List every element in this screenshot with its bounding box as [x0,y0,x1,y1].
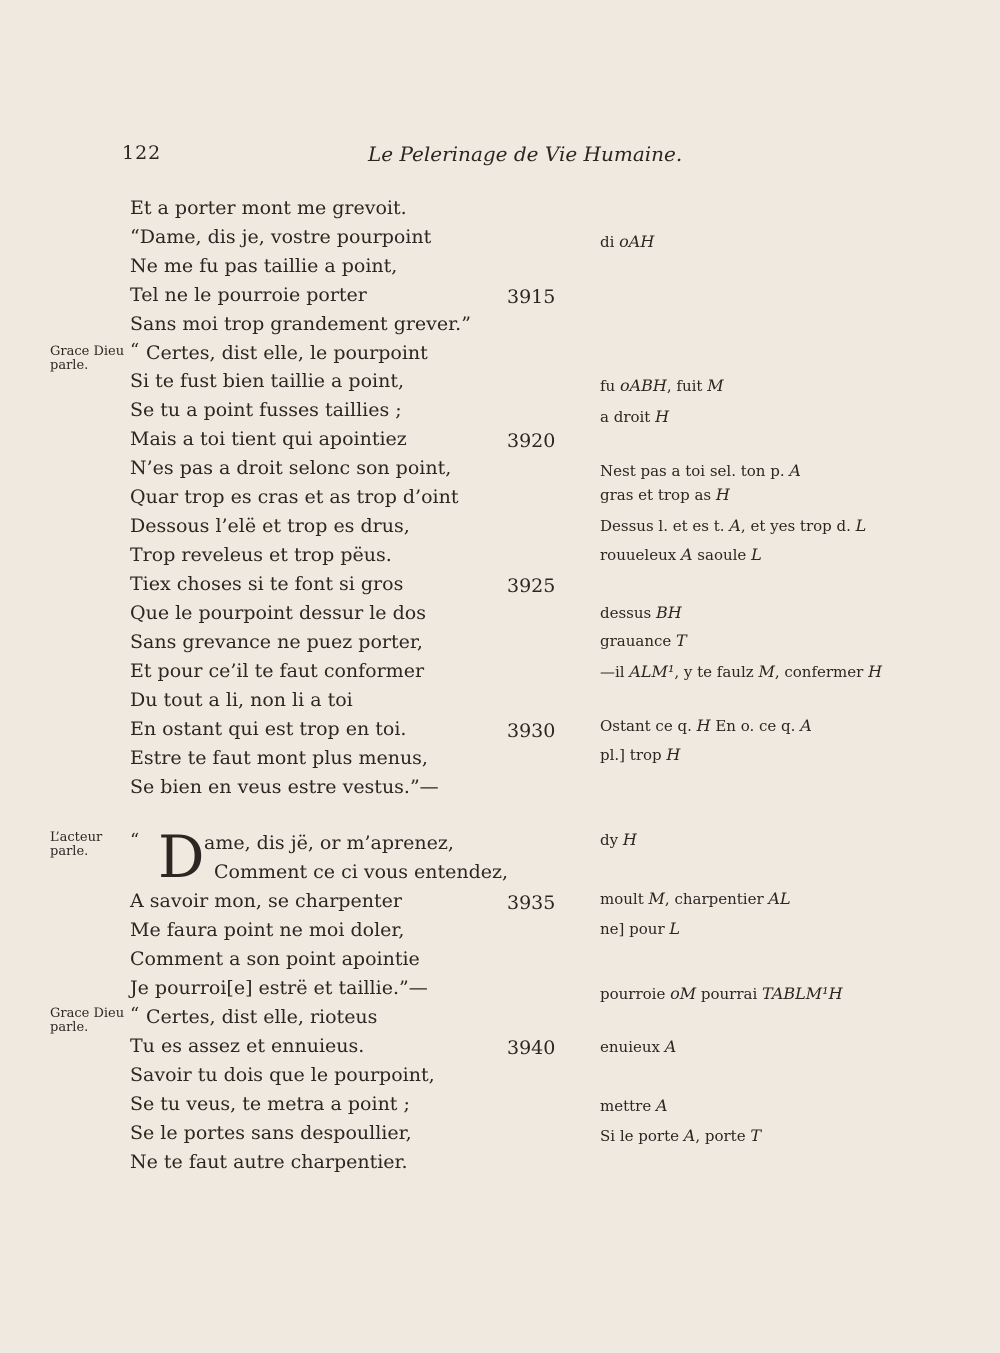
verse-line: Trop reveleus et trop pëus. [130,544,392,566]
verse-line: Se tu veus, te metra a point ; [130,1093,410,1115]
verse-line: Comment a son point apointie [130,948,420,970]
variant-reading: grauance T [600,631,687,650]
verse-line: Me faura point ne moi doler, [130,919,405,941]
line-number: 3935 [507,892,556,914]
variant-reading: di oAH [600,232,655,251]
line-number: 3920 [507,430,556,452]
speech-mark: “ [130,340,140,361]
speech-mark: “ [130,1004,140,1025]
line-number: 3930 [507,720,556,742]
verse-line: Certes, dist elle, rioteus [146,1006,378,1028]
verse-line: Dessous l’elë et trop es drus, [130,515,410,537]
verse-line: Tel ne le pourroie porter [130,284,367,306]
verse-line: Et a porter mont me grevoit. [130,197,407,219]
verse-line: Estre te faut mont plus menus, [130,747,428,769]
verse-line: Se tu a point fusses taillies ; [130,399,402,421]
verse-line: ame, dis jë, or m’aprenez, [204,832,454,854]
line-number: 3925 [507,575,556,597]
verse-line: Tu es assez et ennuieus. [130,1035,365,1057]
verse-line: Se le portes sans despoullier, [130,1122,412,1144]
verse-line: Savoir tu dois que le pourpoint, [130,1064,435,1086]
variant-reading: pourroie oM pourrai TABLM¹H [600,984,843,1003]
variant-reading: mettre A [600,1096,668,1115]
verse-line: Que le pourpoint dessur le dos [130,602,426,624]
verse-line: Ne me fu pas taillie a point, [130,255,398,277]
line-number: 3915 [507,286,556,308]
variant-reading: moult M, charpentier AL [600,889,791,908]
variant-reading: ne] pour L [600,919,681,938]
verse-line: Tiex choses si te font si gros [130,573,404,595]
verse-line: Et pour ce’il te faut conformer [130,660,425,682]
variant-reading: rouueleux A saoule L [600,545,762,564]
verse-line: N’es pas a droit selonc son point, [130,457,452,479]
variant-reading: gras et trop as H [600,485,730,504]
margin-note-speaker: Grace Dieu parle. [50,1006,125,1035]
variant-reading: fu oABH, fuit M [600,376,724,395]
variant-reading: Nest pas a toi sel. ton p. A [600,461,801,480]
verse-line: Se bien en veus estre vestus.”— [130,776,439,798]
line-number: 3940 [507,1037,556,1059]
variant-reading: Ostant ce q. H En o. ce q. A [600,716,812,735]
variant-reading: Si le porte A, porte T [600,1126,762,1145]
verse-line: Sans moi trop grandement grever.” [130,313,471,335]
variant-reading: dessus BH [600,603,682,622]
variant-reading: enuieux A [600,1037,677,1056]
verse-line: Certes, dist elle, le pourpoint [146,342,428,364]
verse-line: En ostant qui est trop en toi. [130,718,407,740]
verse-line: Ne te faut autre charpentier. [130,1151,408,1173]
margin-note-speaker: L’acteur parle. [50,830,103,859]
running-title: Le Pelerinage de Vie Humaine. [368,142,683,166]
variant-reading: —il ALM¹, y te faulz M, confermer H [600,662,883,681]
verse-line: Si te fust bien taillie a point, [130,370,405,392]
verse-line: Mais a toi tient qui apointiez [130,428,407,450]
page-header [0,142,1000,172]
speech-mark: “ [130,830,140,851]
verse-line: Quar trop es cras et as trop d’oint [130,486,459,508]
variant-reading: dy H [600,830,637,849]
variant-reading: a droit H [600,407,670,426]
variant-reading: Dessus l. et es t. A, et yes trop d. L [600,516,867,535]
verse-line: “Dame, dis je, vostre pourpoint [130,226,432,248]
verse-line: Du tout a li, non li a toi [130,689,353,711]
margin-note-speaker: Grace Dieu parle. [50,344,125,373]
verse-line: Comment ce ci vous entendez, [214,861,509,883]
variant-reading: pl.] trop H [600,745,681,764]
verse-line: A savoir mon, se charpenter [130,890,402,912]
verse-line: Je pourroi[e] estrë et taillie.”— [130,977,428,999]
page-number: 122 [122,142,162,164]
drop-cap: D [158,823,205,891]
verse-line: Sans grevance ne puez porter, [130,631,423,653]
